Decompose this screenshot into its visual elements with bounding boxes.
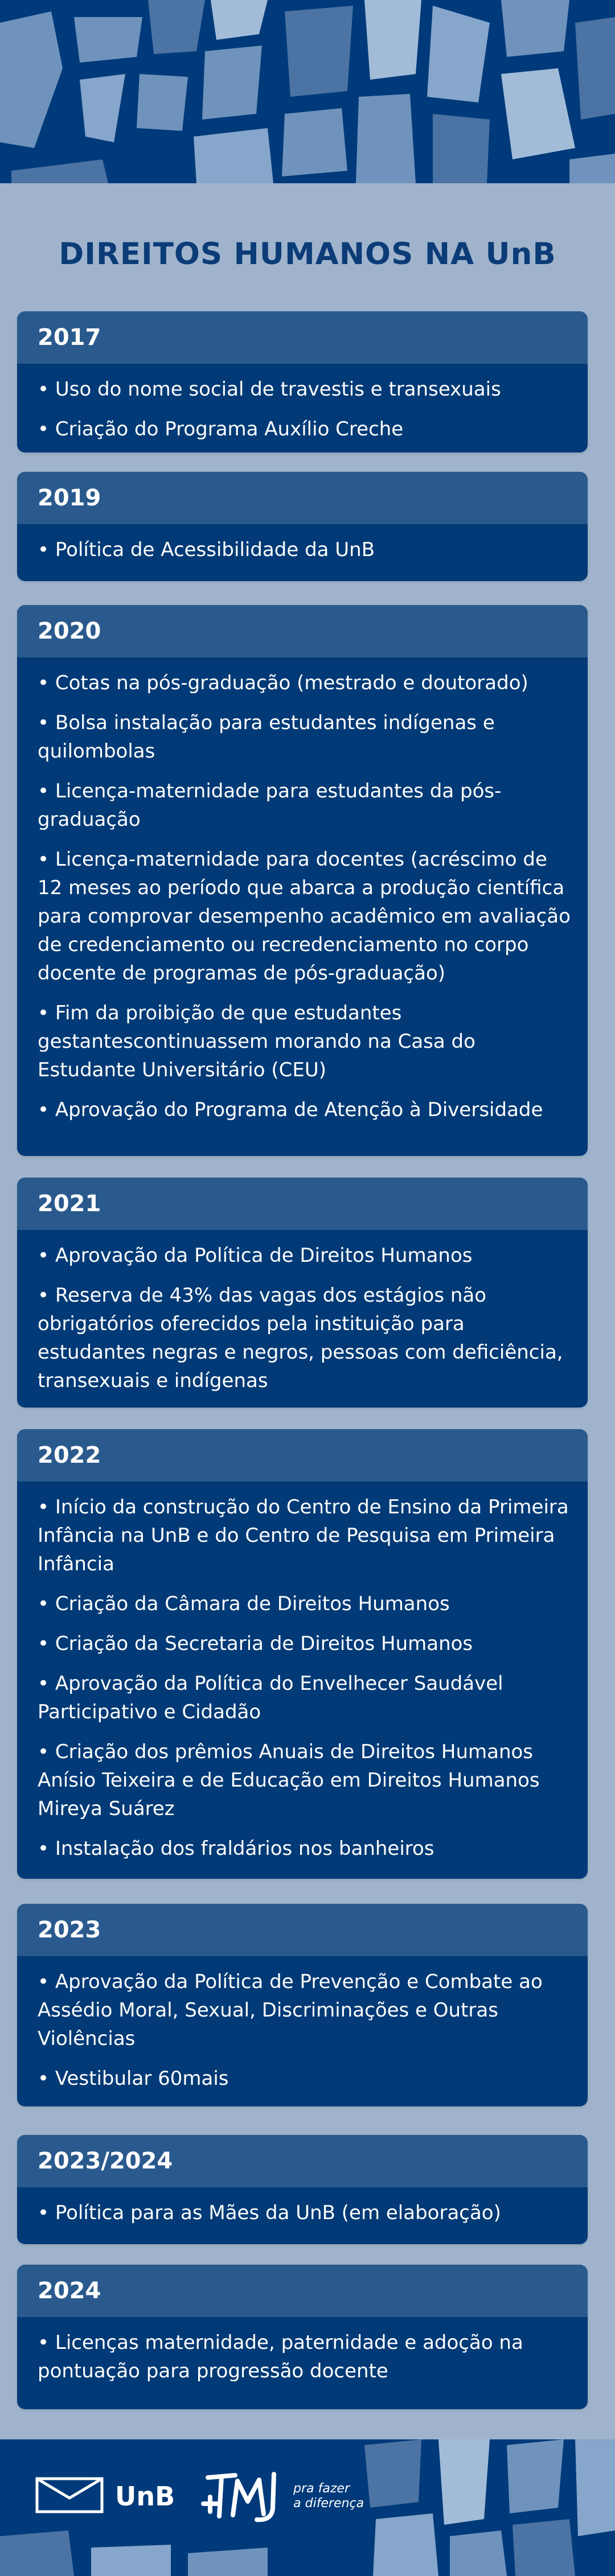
list-item-text: Licença-maternidade para estudantes da pós-graduação <box>38 780 502 831</box>
list-item <box>38 1590 571 1618</box>
bullet-icon: • <box>38 1632 55 1655</box>
bullet-icon: • <box>38 1496 55 1519</box>
list-item-text: Criação do Programa Auxílio Creche <box>55 418 404 441</box>
list-item <box>38 1629 571 1658</box>
year-items <box>17 657 588 1135</box>
list-item <box>38 669 571 697</box>
list-item-text: Aprovação da Política do Envelhecer Saudável Participativo e Cidadão <box>38 1672 503 1723</box>
list-item <box>38 999 571 1084</box>
bullet-icon: • <box>38 1837 55 1860</box>
bullet-icon: • <box>38 1098 55 1121</box>
year-card <box>17 1429 588 1879</box>
bullet-icon: • <box>38 2067 55 2090</box>
bullet-icon: • <box>38 1592 55 1615</box>
list-item <box>38 1096 571 1124</box>
list-item <box>38 709 571 766</box>
list-item-text: Política para as Mães da UnB (em elaboração) <box>55 2201 501 2224</box>
year-heading: 2023 <box>17 1904 588 1956</box>
bullet-icon: • <box>38 538 55 561</box>
list-item-text: Reserva de 43% das vagas dos estágios não obrigatórios oferecidos pela instituição para estudantes negras e negros, pessoas com deficiência, transexuais e indígenas <box>38 1284 563 1392</box>
list-item <box>38 777 571 834</box>
slogan-line-2: a diferença <box>293 2496 364 2511</box>
year-heading: 2024 <box>17 2265 588 2317</box>
list-item <box>38 2328 571 2385</box>
year-card <box>17 311 588 452</box>
list-item-text: Aprovação da Política de Direitos Humanos <box>55 1244 473 1267</box>
list-item <box>38 1241 571 1270</box>
bullet-icon: • <box>38 848 55 871</box>
tmj-logo-icon <box>200 2464 285 2529</box>
list-item <box>38 1669 571 1726</box>
map-pattern-top <box>0 0 615 183</box>
year-items <box>17 1230 588 1406</box>
year-heading: 2023/2024 <box>17 2135 588 2187</box>
year-items <box>17 524 588 575</box>
year-card <box>17 605 588 1156</box>
unb-logo-icon <box>35 2475 104 2517</box>
slogan-line-1: pra fazer <box>293 2482 350 2496</box>
year-heading: 2022 <box>17 1429 588 1482</box>
list-item-text: Cotas na pós-graduação (mestrado e doutorado) <box>55 672 528 694</box>
list-item-text: Fim da proibição de que estudantes gestantescontinuassem morando na Casa do Estudante Universitário (CEU) <box>38 1002 475 1081</box>
page-title: DIREITOS HUMANOS NA UnB <box>59 236 556 271</box>
footer-logos <box>35 2465 367 2528</box>
year-card <box>17 2265 588 2409</box>
list-item <box>38 2064 571 2093</box>
year-items <box>17 2317 588 2397</box>
bullet-icon: • <box>38 1284 55 1307</box>
year-heading: 2019 <box>17 472 588 524</box>
list-item <box>38 1281 571 1395</box>
year-items <box>17 364 588 452</box>
year-heading: 2017 <box>17 311 588 364</box>
year-items <box>17 1956 588 2104</box>
list-item-text: Instalação dos fraldários nos banheiros <box>55 1837 434 1860</box>
list-item-text: Licenças maternidade, paternidade e adoção na pontuação para progressão docente <box>38 2331 523 2382</box>
year-heading: 2021 <box>17 1178 588 1230</box>
year-heading: 2020 <box>17 605 588 657</box>
year-items <box>17 2187 588 2238</box>
year-card <box>17 2135 588 2244</box>
year-card <box>17 472 588 581</box>
unb-label: UnB <box>115 2481 175 2512</box>
bullet-icon: • <box>38 711 55 734</box>
list-item <box>38 1738 571 1823</box>
bullet-icon: • <box>38 418 55 441</box>
year-card <box>17 1904 588 2106</box>
bullet-icon: • <box>38 780 55 803</box>
list-item <box>38 1968 571 2053</box>
slogan <box>293 2482 367 2511</box>
list-item-text: Aprovação da Política de Prevenção e Combate ao Assédio Moral, Sexual, Discriminações e Outras Violências <box>38 1970 543 2050</box>
bullet-icon: • <box>38 1002 55 1024</box>
list-item <box>38 1834 571 1863</box>
list-item-text: Início da construção do Centro de Ensino da Primeira Infância na UnB e do Centro de Pesquisa em Primeira Infância <box>38 1496 569 1575</box>
year-card <box>17 1178 588 1408</box>
list-item <box>38 415 571 443</box>
list-item <box>38 2199 571 2227</box>
bullet-icon: • <box>38 2201 55 2224</box>
bullet-icon: • <box>38 1244 55 1267</box>
list-item-text: Criação dos prêmios Anuais de Direitos Humanos Anísio Teixeira e de Educação em Direitos Humanos Mireya Suárez <box>38 1740 540 1820</box>
list-item-text: Uso do nome social de travestis e transexuais <box>55 378 501 401</box>
bullet-icon: • <box>38 672 55 694</box>
bullet-icon: • <box>38 1740 55 1763</box>
year-items <box>17 1482 588 1874</box>
list-item-text: Política de Acessibilidade da UnB <box>55 538 375 561</box>
bullet-icon: • <box>38 1970 55 1993</box>
list-item-text: Licença-maternidade para docentes (acréscimo de 12 meses ao período que abarca a produção científica para comprovar desempenho acadêmico em avaliação de credenciamento ou recredenciamento no corpo docente de programas de pós-graduação) <box>38 848 571 985</box>
list-item-text: Bolsa instalação para estudantes indígenas e quilombolas <box>38 711 495 763</box>
bullet-icon: • <box>38 2331 55 2354</box>
list-item-text: Vestibular 60mais <box>55 2067 229 2090</box>
list-item <box>38 536 571 564</box>
list-item-text: Criação da Câmara de Direitos Humanos <box>55 1592 450 1615</box>
bullet-icon: • <box>38 378 55 401</box>
list-item <box>38 1493 571 1578</box>
list-item <box>38 845 571 987</box>
list-item-text: Criação da Secretaria de Direitos Humanos <box>55 1632 473 1655</box>
list-item <box>38 375 571 404</box>
top-banner <box>0 0 615 183</box>
list-item-text: Aprovação do Programa de Atenção à Diversidade <box>55 1098 543 1121</box>
bullet-icon: • <box>38 1672 55 1695</box>
